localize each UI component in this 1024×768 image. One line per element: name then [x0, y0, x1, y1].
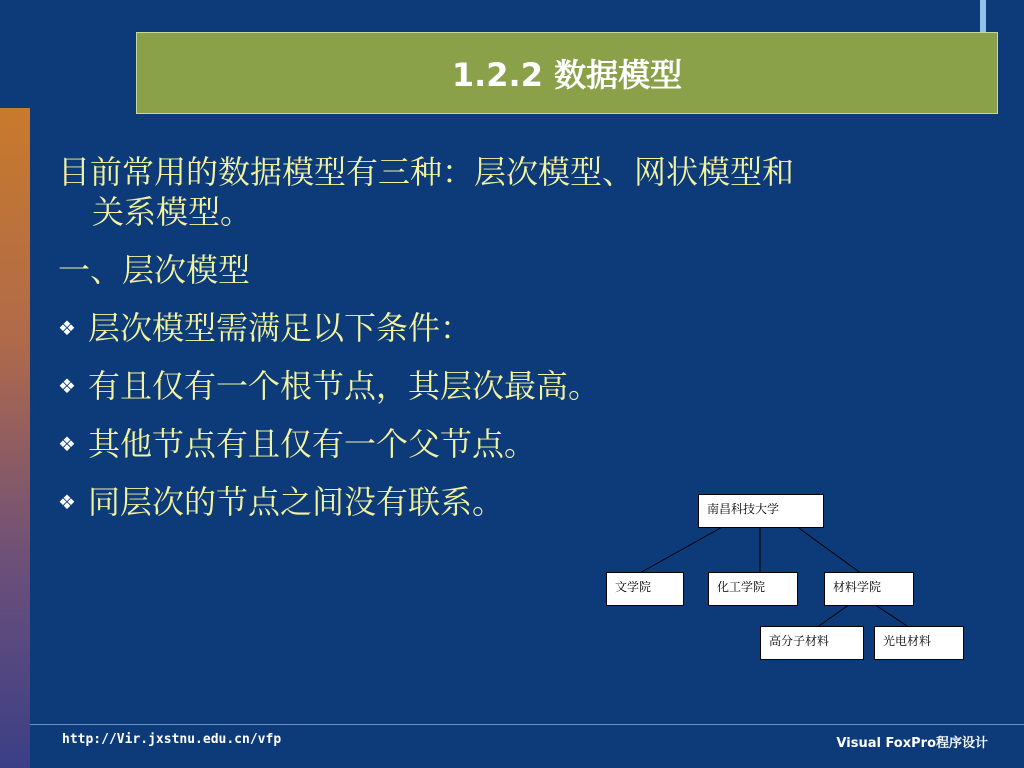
- intro-line-1: 目前常用的数据模型有三种：层次模型、网状模型和: [58, 153, 795, 191]
- node-label: 光电材料: [883, 634, 932, 648]
- tree-node-level1: [708, 572, 798, 606]
- diamond-bullet-icon: ❖: [58, 374, 76, 398]
- tree-node-level1: [824, 572, 914, 606]
- node-label: 南昌科技大学: [707, 502, 780, 516]
- bullet-text: 其他节点有且仅有一个父节点。: [88, 425, 537, 463]
- footer-course-title: Visual FoxPro程序设计: [836, 736, 988, 751]
- bullet-text: 同层次的节点之间没有联系。: [88, 483, 505, 521]
- bullet-text: 有且仅有一个根节点，其层次最高。: [88, 367, 601, 405]
- title-bar: [136, 32, 998, 114]
- diamond-bullet-icon: ❖: [58, 316, 76, 340]
- diamond-bullet-icon: ❖: [58, 432, 76, 456]
- slide-body: [58, 152, 978, 522]
- connector-line: [638, 526, 724, 574]
- node-label: 高分子材料: [769, 634, 830, 648]
- connector-line: [796, 526, 862, 574]
- connector-line: [816, 604, 850, 628]
- connector-line: [874, 604, 910, 628]
- tree-node-level1: [606, 572, 684, 606]
- node-label: 文学院: [615, 580, 652, 594]
- bullet-item: [58, 308, 978, 348]
- slide-title: 1.2.2 数据模型: [451, 56, 683, 94]
- bullet-text: 层次模型需满足以下条件：: [88, 309, 473, 347]
- section-heading-row: [58, 250, 978, 290]
- tree-node-level2: [760, 626, 864, 660]
- tree-node-level2: [874, 626, 964, 660]
- bullet-item: [58, 424, 978, 464]
- bullet-item: [58, 366, 978, 406]
- diamond-bullet-icon: ❖: [58, 490, 76, 514]
- tree-root-node: [698, 494, 824, 528]
- node-label: 化工学院: [717, 580, 766, 594]
- left-decorative-bar: [0, 108, 30, 768]
- footer-url: http://Vir.jxstnu.edu.cn/vfp: [62, 732, 282, 747]
- intro-paragraph: [58, 152, 978, 232]
- footer-divider: [30, 724, 1024, 725]
- node-label: 材料学院: [833, 580, 882, 594]
- section-heading: 一、层次模型: [58, 251, 251, 289]
- intro-line-2: 关系模型。: [92, 193, 253, 231]
